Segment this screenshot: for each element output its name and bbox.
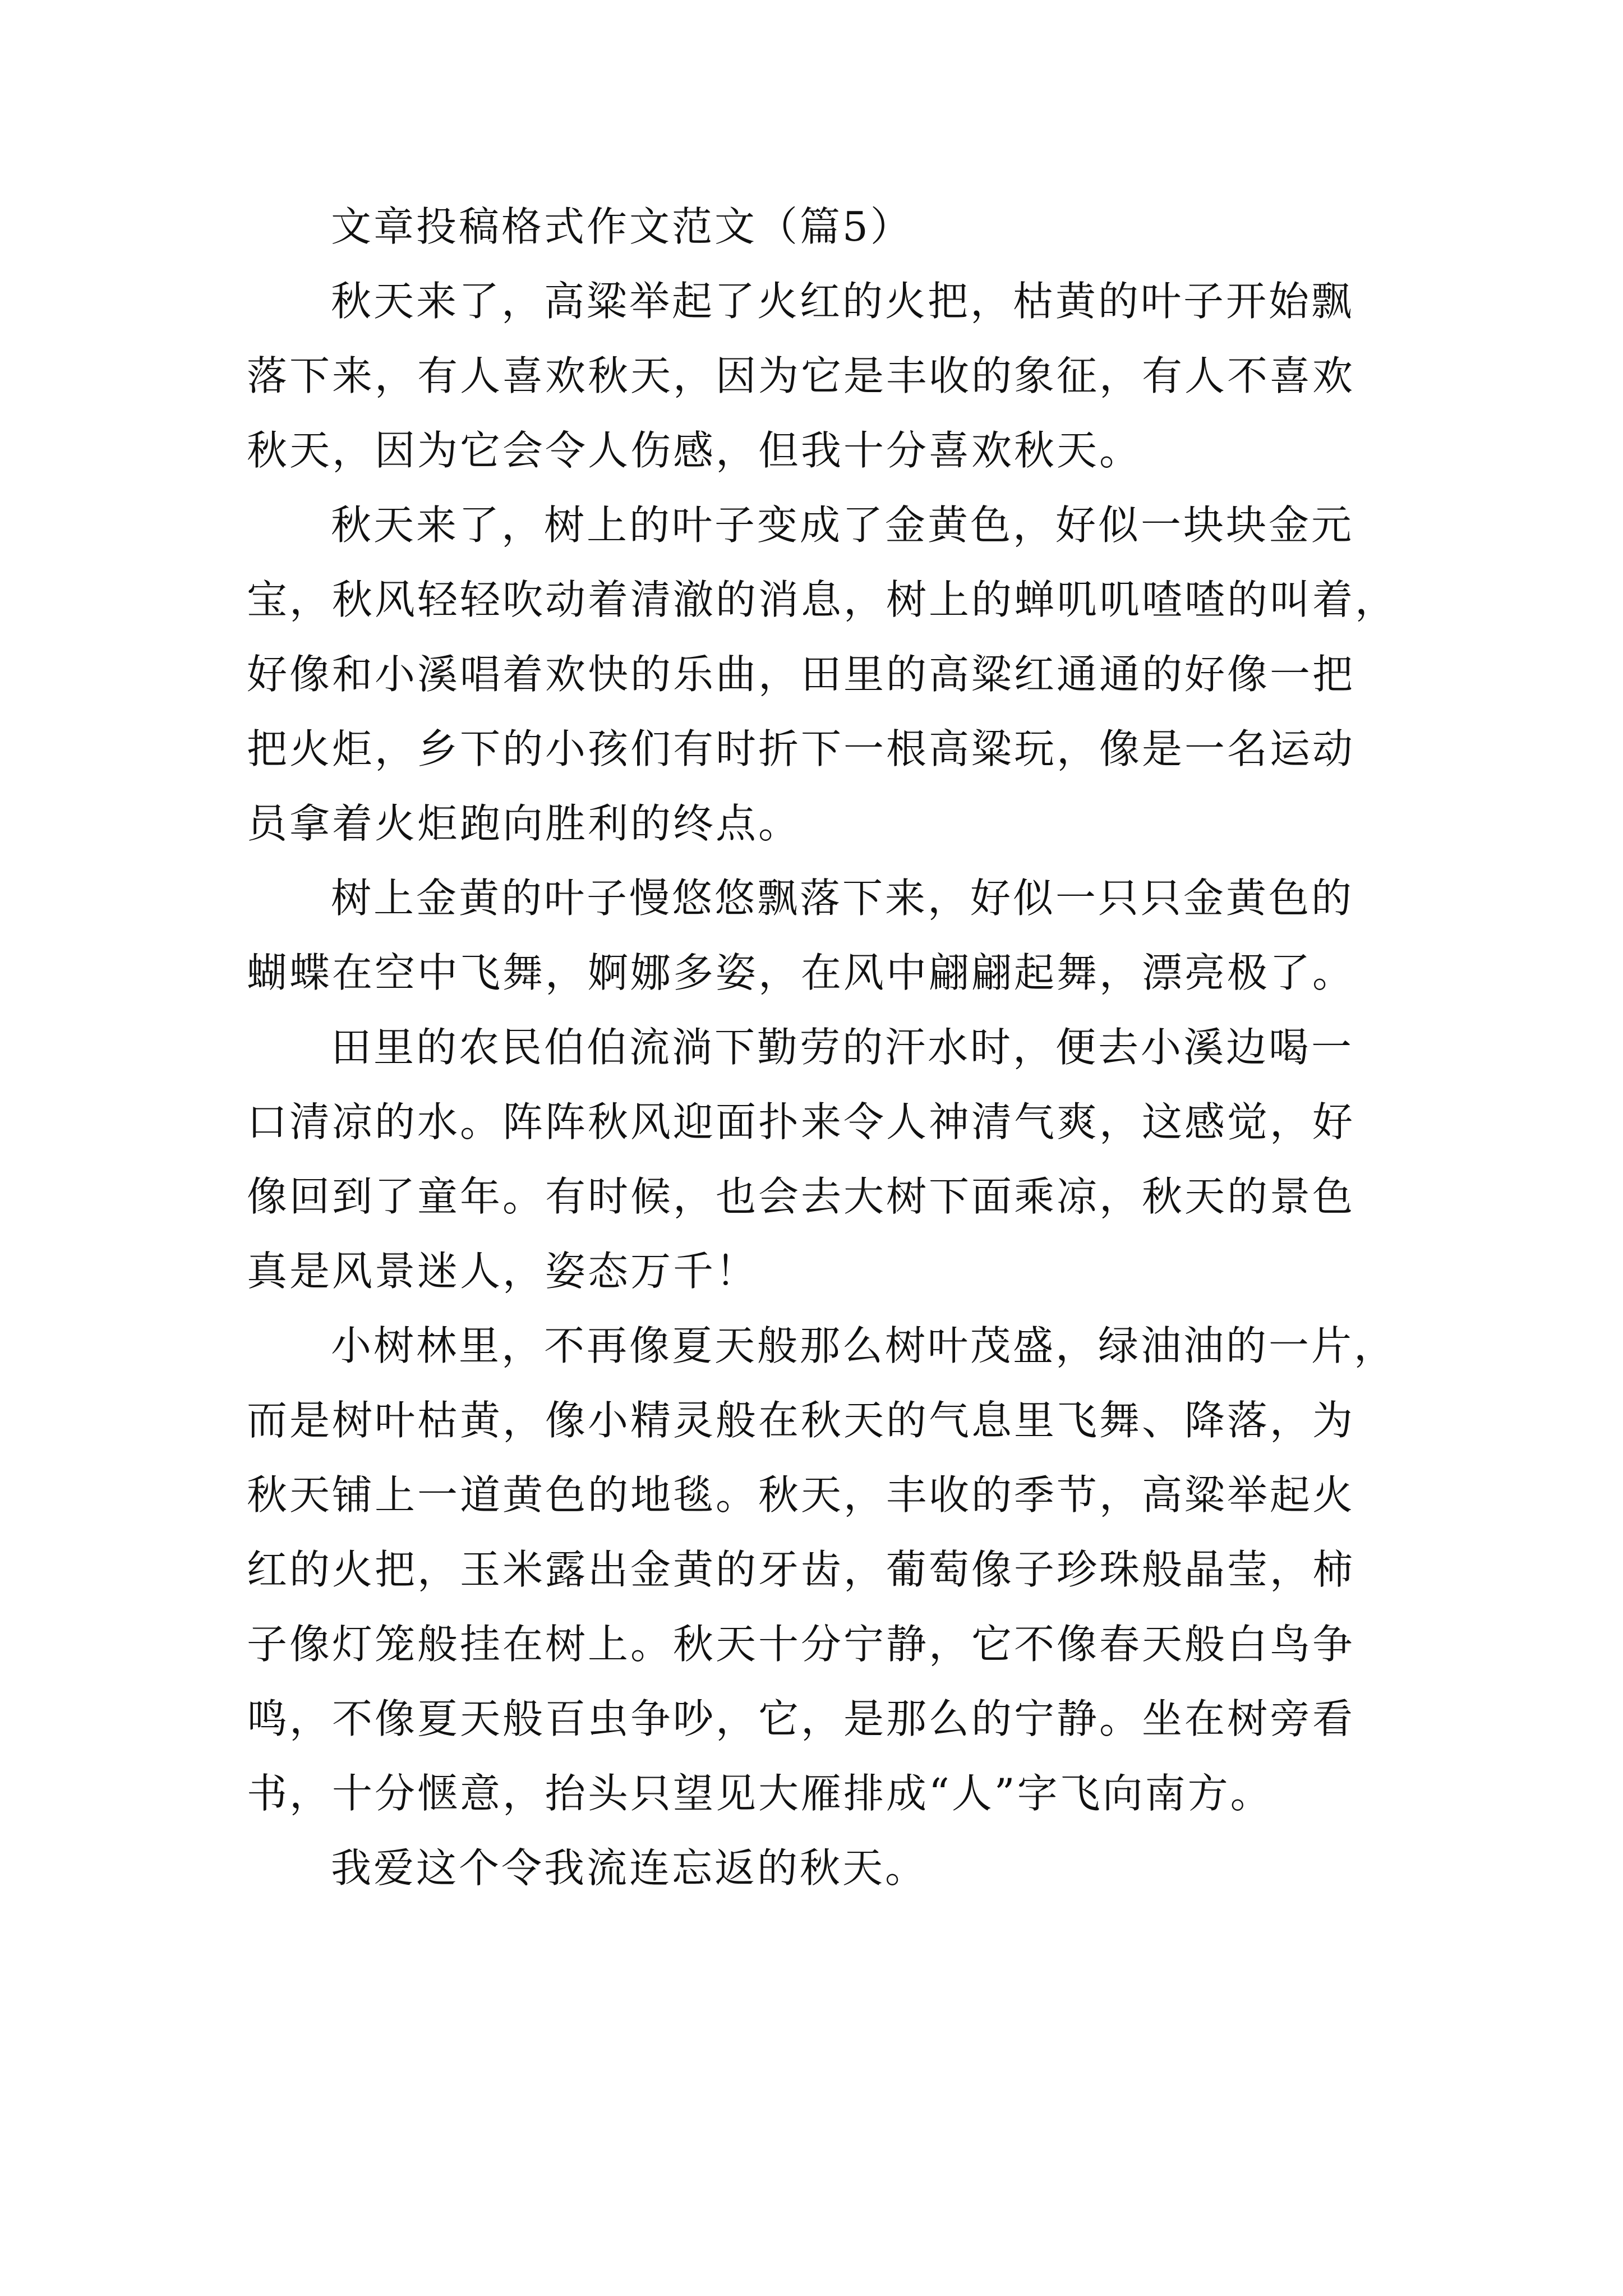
text-line: 我爱这个令我流连忘返的秋天。 bbox=[331, 1844, 928, 1892]
text-line: 像回到了童年。有时候，也会去大树下面乘凉，秋天的景色 bbox=[247, 1173, 1355, 1220]
text-line: 而是树叶枯黄，像小精灵般在秋天的气息里飞舞、降落，为 bbox=[247, 1397, 1355, 1444]
text-line: 秋天铺上一道黄色的地毯。秋天，丰收的季节，高粱举起火 bbox=[247, 1471, 1355, 1519]
text-line: 口清凉的水。阵阵秋风迎面扑来令人神清气爽，这感觉，好 bbox=[247, 1098, 1355, 1145]
text-line: 秋天来了，树上的叶子变成了金黄色，好似一块块金元 bbox=[331, 501, 1354, 549]
text-line: 秋天来了，高粱举起了火红的火把，枯黄的叶子开始飘 bbox=[331, 278, 1354, 325]
text-line: 真是风景迷人，姿态万千！ bbox=[247, 1248, 759, 1295]
text-line: 好像和小溪唱着欢快的乐曲，田里的高粱红通通的好像一把 bbox=[247, 651, 1355, 698]
text-line: 书，十分惬意，抬头只望见大雁排成“人”字飞向南方。 bbox=[247, 1770, 1273, 1817]
text-line: 红的火把，玉米露出金黄的牙齿，葡萄像子珍珠般晶莹，柿 bbox=[247, 1546, 1355, 1593]
document-title: 文章投稿格式作文范文（篇5） bbox=[331, 203, 913, 250]
text-line: 落下来，有人喜欢秋天，因为它是丰收的象征，有人不喜欢 bbox=[247, 352, 1355, 399]
text-line: 员拿着火炬跑向胜利的终点。 bbox=[247, 800, 801, 847]
text-line: 宝，秋风轻轻吹动着清澈的消息，树上的蝉叽叽喳喳的叫着， bbox=[247, 576, 1398, 623]
text-line: 鸣，不像夏天般百虫争吵，它，是那么的宁静。坐在树旁看 bbox=[247, 1695, 1355, 1742]
text-line: 秋天，因为它会令人伤感，但我十分喜欢秋天。 bbox=[247, 427, 1142, 474]
text-line: 把火炬，乡下的小孩们有时折下一根高粱玩，像是一名运动 bbox=[247, 725, 1355, 772]
text-line: 蝴蝶在空中飞舞，婀娜多姿，在风中翩翩起舞，漂亮极了。 bbox=[247, 949, 1355, 996]
text-line: 田里的农民伯伯流淌下勤劳的汗水时，便去小溪边喝一 bbox=[331, 1024, 1354, 1071]
text-line: 小树林里，不再像夏天般那么树叶茂盛，绿油油的一片， bbox=[331, 1322, 1397, 1369]
text-line: 子像灯笼般挂在树上。秋天十分宁静，它不像春天般白鸟争 bbox=[247, 1621, 1355, 1668]
text-line: 树上金黄的叶子慢悠悠飘落下来，好似一只只金黄色的 bbox=[331, 875, 1354, 922]
